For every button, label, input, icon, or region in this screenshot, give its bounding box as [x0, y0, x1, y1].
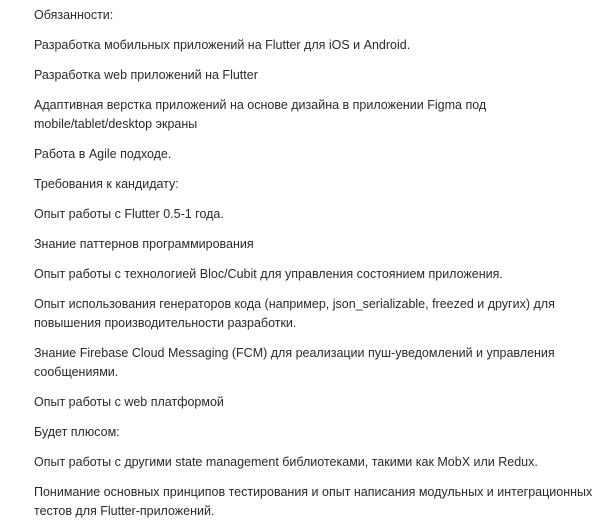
paragraph: Знание Firebase Cloud Messaging (FCM) для реализации пуш-уведомлений и управления сообщениями.: [34, 346, 555, 379]
section-heading-nice-to-have: Будет плюсом:: [34, 425, 120, 439]
paragraph: Разработка web приложений на Flutter: [34, 68, 258, 82]
paragraph: Опыт работы с другими state management библиотеками, такими как MobX или Redux.: [34, 455, 538, 469]
paragraph: Опыт использования генераторов кода (например, json_serializable, freezed и других) для повышения производительности разработки.: [34, 297, 555, 330]
paragraph: Опыт работы с web платформой: [34, 395, 224, 409]
paragraph: Знание паттернов программирования: [34, 237, 254, 251]
paragraph: Адаптивная верстка приложений на основе дизайна в приложении Figma под mobile/tablet/desktop экраны: [34, 98, 487, 131]
section-heading-requirements: Требования к кандидату:: [34, 177, 179, 191]
paragraph: Понимание основных принципов тестирования и опыт написания модульных и интеграционных тестов для Flutter-приложений.: [34, 485, 593, 518]
paragraph: Разработка мобильных приложений на Flutter для iOS и Android.: [34, 38, 411, 52]
paragraph: Опыт работы с Flutter 0.5-1 года.: [34, 207, 224, 221]
paragraph: Опыт работы с технологией Bloc/Cubit для управления состоянием приложения.: [34, 267, 503, 281]
section-heading-responsibilities: Обязанности:: [34, 8, 114, 22]
paragraph: Работа в Agile подходе.: [34, 147, 172, 161]
